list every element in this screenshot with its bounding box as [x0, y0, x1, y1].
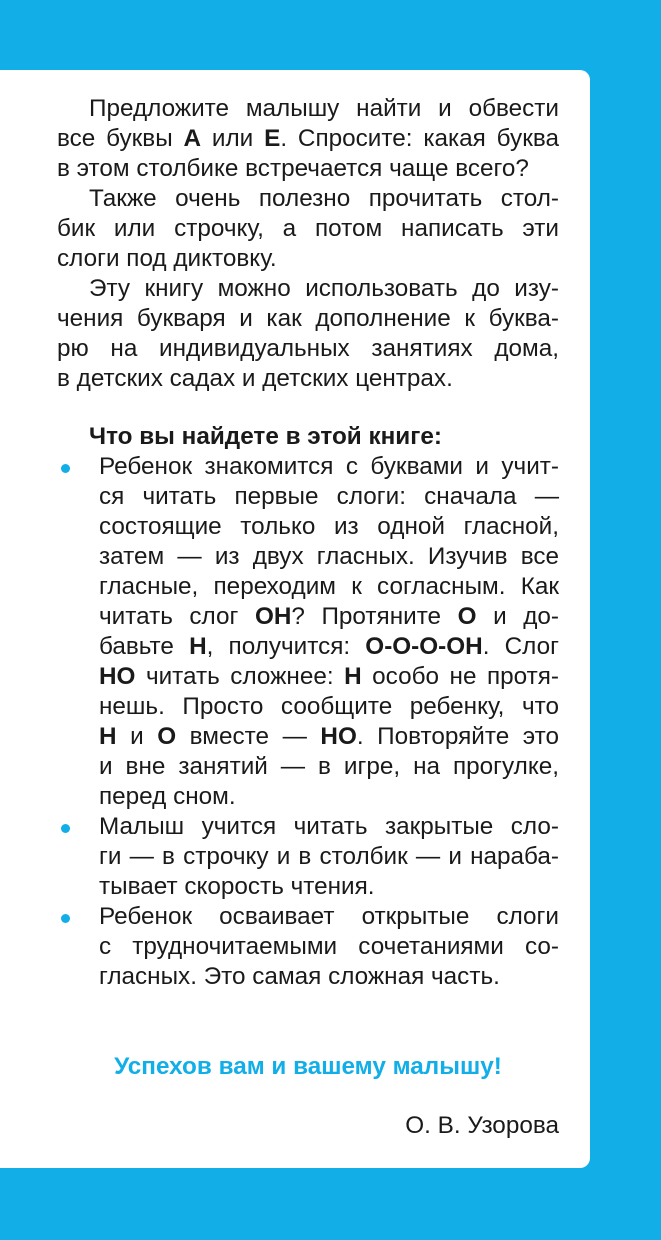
bullet-item [57, 902, 559, 992]
text-segment: . Спросите: какая буква [280, 125, 559, 152]
text-line: Малыш учится читать закрытые сло- [99, 813, 559, 840]
text-segment: ? Протяните [291, 603, 458, 630]
section-heading: Что вы найдете в этой книге: [89, 423, 442, 450]
text-segment: . Слог [482, 633, 559, 660]
text-content [57, 94, 559, 1139]
bold-letters: НО [99, 663, 136, 690]
text-segment: , получится: [206, 633, 366, 660]
text-line: ги — в строчку и в столбик — и нараба- [99, 843, 559, 870]
text-line: в этом столбике встречается чаще всего? [57, 155, 529, 182]
text-line: с трудночитаемыми сочетаниями со- [99, 933, 559, 960]
intro-section [57, 94, 559, 394]
text-line: гласных. Это самая сложная часть. [99, 963, 500, 990]
text-line: в детских садах и детских центрах. [57, 365, 453, 392]
bullet-list [57, 452, 559, 992]
text-line: нешь. Просто сообщите ребенку, что [99, 693, 559, 720]
bold-letters: ОН [254, 603, 292, 630]
text-line: Ребенок знакомится с буквами и учит- [99, 453, 559, 480]
closing-wish: Успехов вам и вашему малышу! [114, 1053, 502, 1080]
page-card [0, 70, 590, 1168]
text-line: Ребенок осваивает открытые слоги [99, 903, 559, 930]
text-line: Предложите малышу найти и обвести [89, 95, 559, 122]
text-line: чения букваря и как дополнение к буква- [57, 305, 559, 332]
text-line: затем — из двух гласных. Изучив все [99, 543, 559, 570]
text-line [57, 124, 559, 154]
text-segment: и до- [476, 603, 559, 630]
intro-paragraph [57, 274, 559, 394]
text-segment: и [116, 723, 158, 750]
text-segment: все буквы [57, 125, 184, 152]
section-gap [57, 394, 559, 422]
text-segment: особо не протя- [361, 663, 559, 690]
text-segment: или [201, 125, 265, 152]
bold-letters: Н [344, 663, 362, 690]
text-segment: читать слог [99, 603, 255, 630]
bold-letters: О-О-О-ОН [365, 633, 483, 660]
text-line: перед сном. [99, 783, 236, 810]
text-segment: читать сложнее: [135, 663, 345, 690]
text-segment: бавьте [99, 633, 190, 660]
text-line: и вне занятий — в игре, на прогулке, [99, 753, 559, 780]
bullet-item [57, 452, 559, 812]
bullet-dot-icon [61, 914, 70, 923]
author-signature: О. В. Узорова [405, 1112, 559, 1139]
text-line: Также очень полезно прочитать стол- [89, 185, 559, 212]
bold-letters: О [457, 603, 477, 630]
bold-letters: Н [189, 633, 207, 660]
bullet-dot-icon [61, 824, 70, 833]
text-line [99, 602, 559, 632]
intro-paragraph [57, 94, 559, 184]
text-line: бик или строчку, а потом написать эти [57, 215, 559, 242]
text-line: Эту книгу можно использовать до изу- [89, 275, 559, 302]
bold-letters: О [157, 723, 177, 750]
bullet-item [57, 812, 559, 902]
bold-letters: Е [264, 125, 281, 152]
text-line [99, 722, 559, 752]
text-line [99, 632, 559, 662]
text-line: состоящие только из одной гласной, [99, 513, 559, 540]
text-line: ся читать первые слоги: сначала — [99, 483, 559, 510]
bold-letters: А [183, 125, 202, 152]
text-line: тывает скорость чтения. [99, 873, 375, 900]
text-segment: вместе — [176, 723, 321, 750]
text-line: слоги под диктовку. [57, 245, 277, 272]
text-line: рю на индивидуальных занятиях дома, [57, 335, 559, 362]
bold-letters: НО [320, 723, 357, 750]
bold-letters: Н [99, 723, 117, 750]
text-line: гласные, переходим к согласным. Как [99, 573, 559, 600]
text-segment: . Повторяйте это [356, 723, 559, 750]
text-line [99, 662, 559, 692]
bullet-dot-icon [61, 464, 70, 473]
intro-paragraph [57, 184, 559, 274]
